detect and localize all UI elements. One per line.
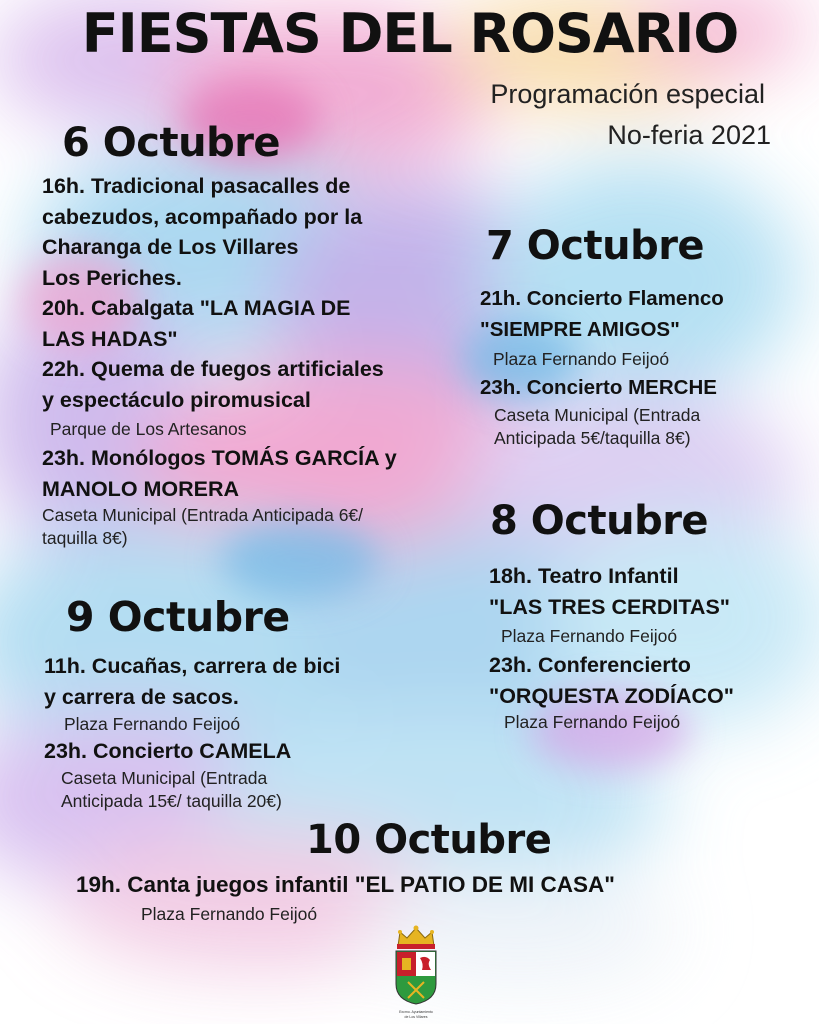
subtitle-line-2: No-feria 2021 bbox=[607, 120, 771, 150]
event-title: Los Periches. bbox=[42, 265, 182, 290]
event-title: Charanga de Los Villares bbox=[42, 235, 299, 259]
event-title: 23h. Conferencierto bbox=[489, 653, 691, 677]
event-title: "ORQUESTA ZODÍACO" bbox=[489, 683, 734, 708]
event-title: y espectáculo piromusical bbox=[42, 387, 311, 412]
day-heading-8-octubre: 8 Octubre bbox=[490, 498, 709, 544]
day-heading-9-octubre: 9 Octubre bbox=[66, 593, 290, 641]
event-title: 18h. Teatro Infantil bbox=[489, 564, 679, 588]
page-title: FIESTAS DEL ROSARIO bbox=[81, 2, 739, 65]
event-title: 16h. Tradicional pasacalles de bbox=[42, 174, 351, 198]
event-title: 23h. Monólogos TOMÁS GARCÍA y bbox=[42, 446, 397, 470]
event-venue: Plaza Fernando Feijoó bbox=[501, 626, 678, 646]
event-title: 23h. Concierto MERCHE bbox=[480, 376, 717, 399]
crest-caption-line: de Los Villares bbox=[404, 1014, 428, 1019]
day-heading-7-octubre: 7 Octubre bbox=[486, 223, 705, 269]
event-venue: Plaza Fernando Feijoó bbox=[504, 712, 681, 732]
event-venue: Caseta Municipal (Entrada bbox=[61, 767, 268, 788]
event-title: "LAS TRES CERDITAS" bbox=[489, 594, 730, 619]
event-title: MANOLO MORERA bbox=[42, 476, 240, 501]
event-venue: Plaza Fernando Feijoó bbox=[141, 904, 318, 924]
event-title: y carrera de sacos. bbox=[44, 684, 239, 709]
crest-caption bbox=[391, 1010, 441, 1019]
day-block-9-octubre bbox=[44, 651, 340, 813]
day-block-8-octubre bbox=[489, 561, 734, 734]
event-title: LAS HADAS" bbox=[42, 326, 178, 351]
coat-of-arms-icon bbox=[391, 924, 441, 1022]
event-venue: Caseta Municipal (Entrada Anticipada 6€/ bbox=[42, 505, 364, 525]
day-heading-10-octubre: 10 Octubre bbox=[306, 817, 552, 863]
event-venue: Plaza Fernando Feijoó bbox=[64, 714, 241, 734]
event-venue: Anticipada 5€/taquilla 8€) bbox=[494, 427, 691, 448]
event-title: 20h. Cabalgata "LA MAGIA DE bbox=[42, 296, 351, 320]
event-title: 21h. Concierto Flamenco bbox=[480, 287, 724, 310]
event-venue: Caseta Municipal (Entrada bbox=[494, 404, 701, 425]
event-venue: Parque de Los Artesanos bbox=[50, 419, 247, 439]
event-title: 19h. Canta juegos infantil "EL PATIO DE MI CASA" bbox=[76, 872, 615, 897]
event-title: 23h. Concierto CAMELA bbox=[44, 739, 292, 763]
event-title: "SIEMPRE AMIGOS" bbox=[480, 317, 680, 341]
event-venue: Anticipada 15€/ taquilla 20€) bbox=[61, 790, 282, 811]
crest-caption-line: Excmo. Ayuntamiento bbox=[399, 1010, 433, 1014]
day-block-6-octubre bbox=[42, 171, 397, 550]
event-title: cabezudos, acompañado por la bbox=[42, 204, 363, 229]
event-title: 22h. Quema de fuegos artificiales bbox=[42, 357, 384, 381]
event-title: 11h. Cucañas, carrera de bici bbox=[44, 654, 341, 678]
event-venue: Plaza Fernando Feijoó bbox=[493, 349, 670, 369]
day-block-7-octubre bbox=[480, 284, 724, 450]
day-heading-6-octubre: 6 Octubre bbox=[62, 120, 281, 166]
event-venue: taquilla 8€) bbox=[42, 528, 128, 548]
subtitle-line-1: Programación especial bbox=[490, 79, 765, 109]
